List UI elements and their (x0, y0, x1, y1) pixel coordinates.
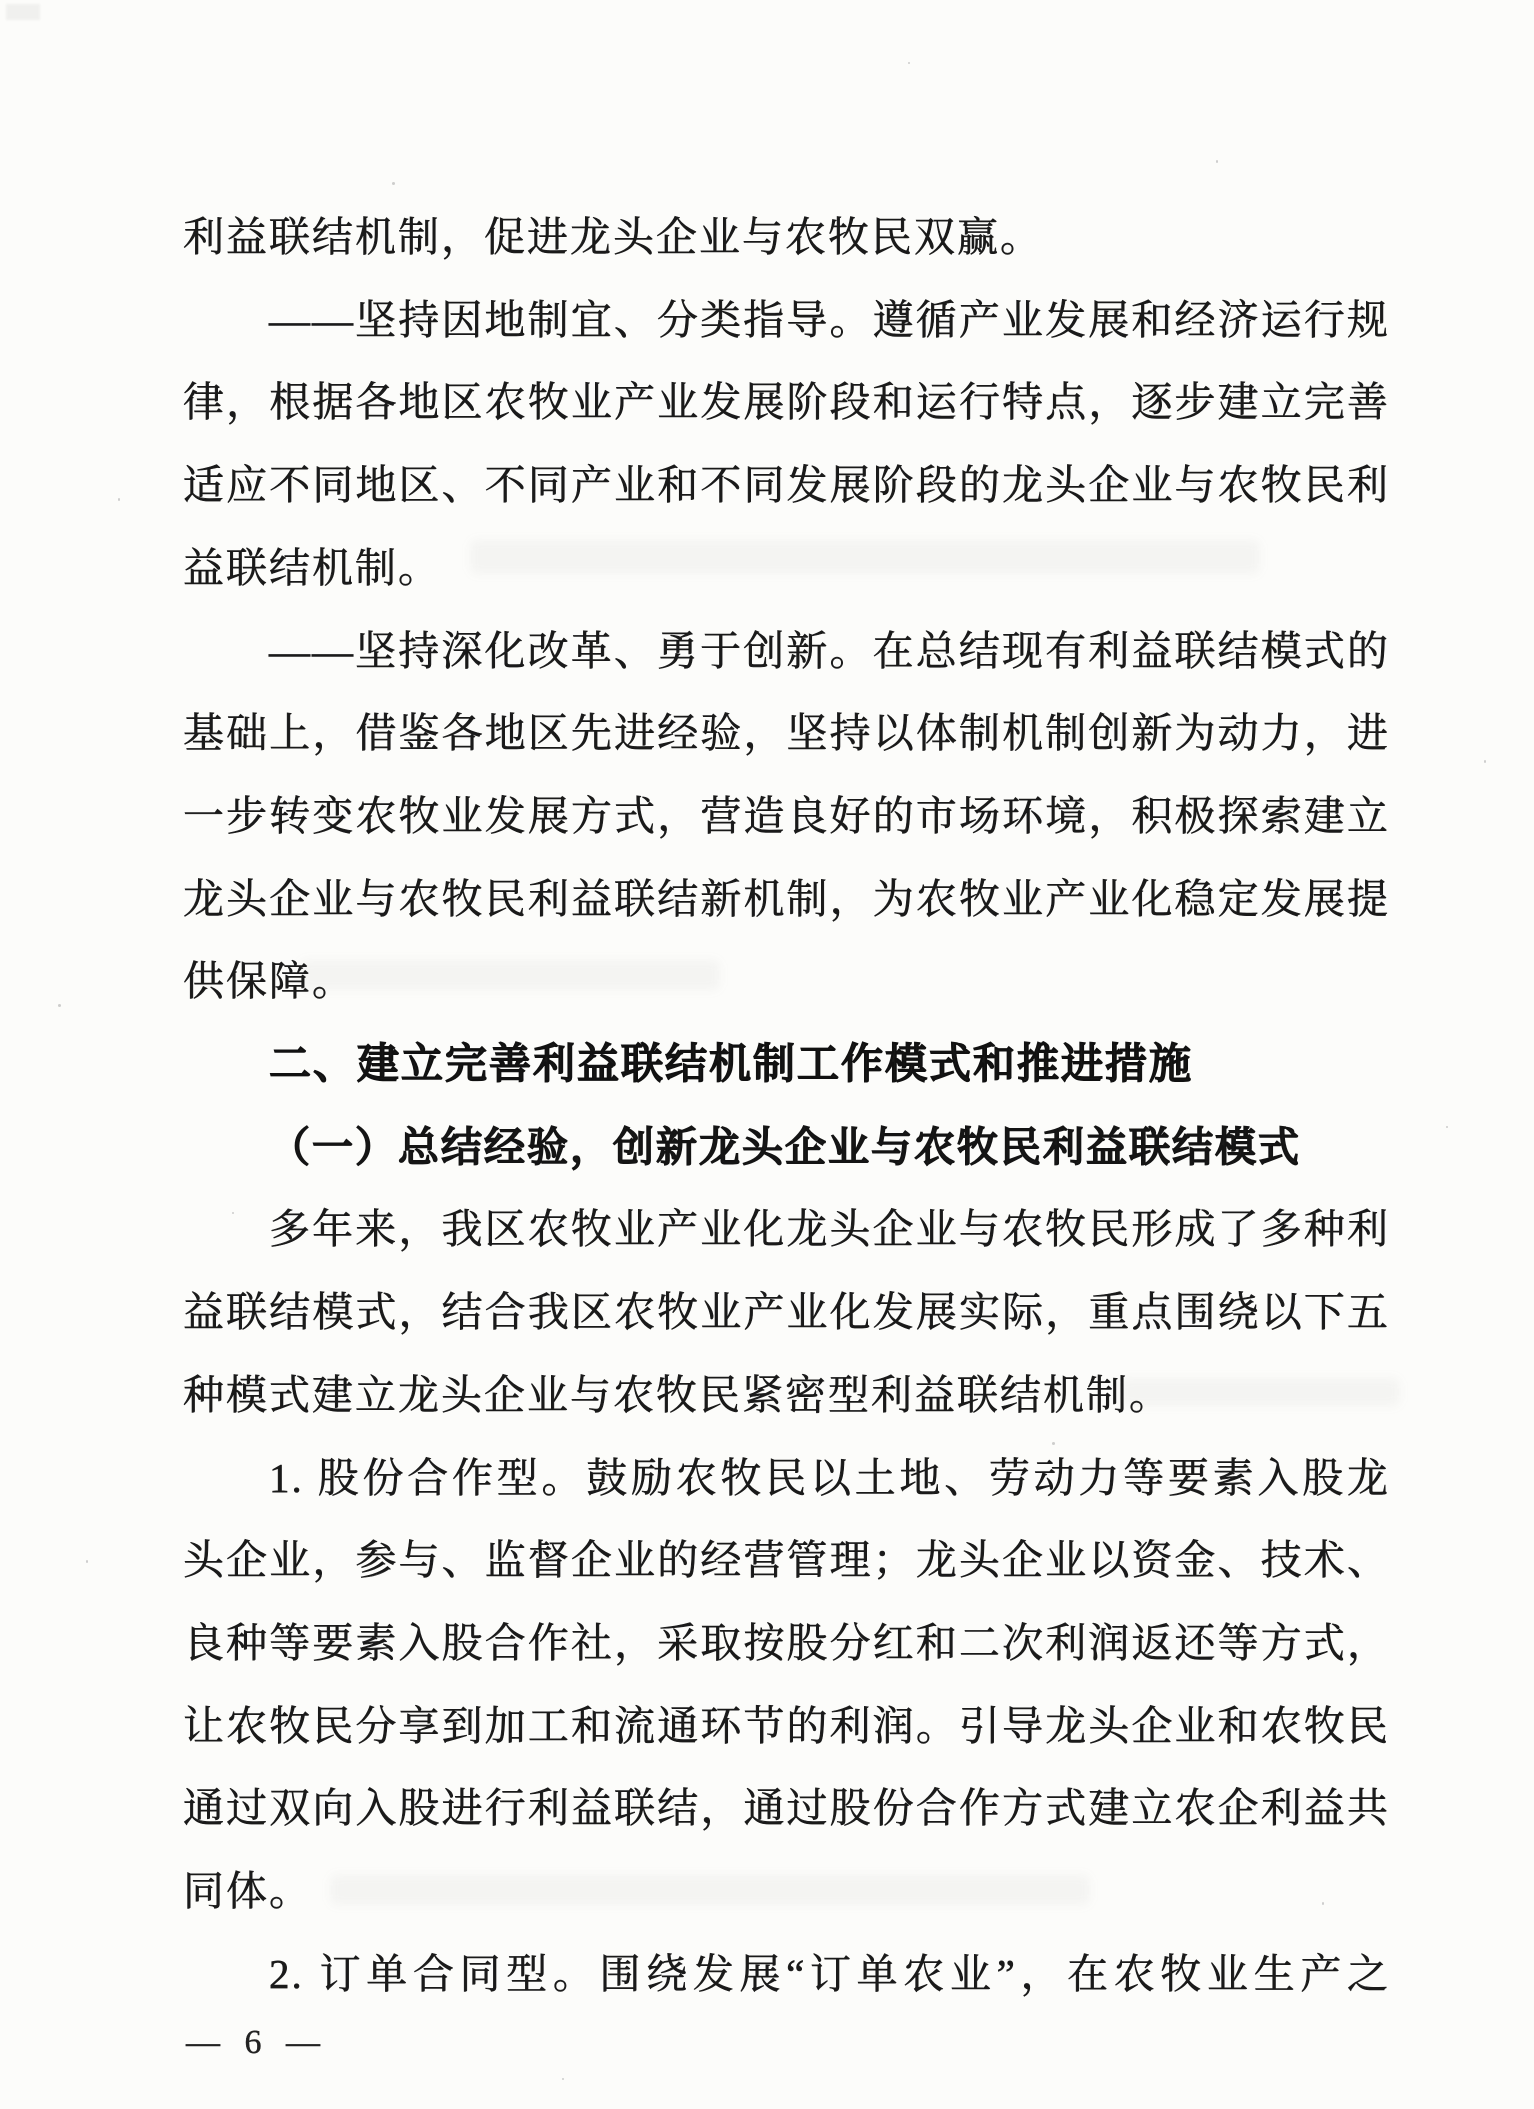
body-text-line: 龙头企业与农牧民利益联结新机制，为农牧业产业化稳定发展提 (183, 875, 1390, 922)
bleed-through-ghost (470, 540, 1260, 574)
page-number: — 6 — (186, 2024, 328, 2061)
scan-speckle (86, 1560, 88, 1563)
body-text-line: 益联结机制。 (183, 544, 441, 591)
scan-speckle (562, 2078, 564, 2080)
bleed-through-ghost (1120, 1378, 1400, 1406)
body-text-line: 同体。 (183, 1868, 312, 1915)
scan-speckle (1322, 1902, 1324, 1905)
body-text-line: 种模式建立龙头企业与农牧民紧密型利益联结机制。 (183, 1371, 1172, 1418)
scan-speckle (1484, 760, 1486, 763)
body-text-line: 通过双向入股进行利益联结，通过股份合作方式建立农企利益共 (183, 1785, 1390, 1832)
body-text-line: 一步转变农牧业发展方式，营造良好的市场环境，积极探索建立 (183, 792, 1390, 839)
scan-speckle (118, 498, 120, 501)
scan-artifact (6, 4, 40, 20)
body-text-line: 律，根据各地区农牧业产业发展阶段和运行特点，逐步建立完善 (183, 379, 1390, 426)
body-text-line: 让农牧民分享到加工和流通环节的利润。引导龙头企业和农牧民 (183, 1702, 1390, 1749)
body-text-line: 头企业，参与、监督企业的经营管理；龙头企业以资金、技术、 (183, 1537, 1390, 1584)
bleed-through-ghost (300, 960, 720, 990)
subsection-heading: （一）总结经验，创新龙头企业与农牧民利益联结模式 (269, 1123, 1301, 1170)
scan-speckle (908, 62, 910, 64)
scan-speckle (1446, 1126, 1448, 1128)
body-text-line: 多年来，我区农牧业产业化龙头企业与农牧民形成了多种利 (269, 1206, 1390, 1253)
body-text-line: 利益联结机制，促进龙头企业与农牧民双赢。 (183, 214, 1043, 260)
body-text-line: 适应不同地区、不同产业和不同发展阶段的龙头企业与农牧民利 (183, 462, 1390, 509)
scan-speckle (1052, 1442, 1055, 1445)
scan-speckle (1216, 160, 1218, 163)
scan-speckle (232, 1212, 234, 1214)
body-text-line: 益联结模式，结合我区农牧业产业化发展实际，重点围绕以下五 (183, 1289, 1390, 1336)
body-text-line: 2. 订单合同型。围绕发展“订单农业”，在农牧业生产之 (269, 1950, 1390, 1997)
body-text-line: 基础上，借鉴各地区先进经验，坚持以体制机制创新为动力，进 (183, 710, 1390, 757)
body-text-line: 供保障。 (183, 958, 355, 1005)
scan-speckle (392, 182, 395, 185)
bleed-through-ghost (330, 1875, 1090, 1905)
body-text-line: 良种等要素入股合作社，采取按股分红和二次利润返还等方式， (183, 1619, 1390, 1666)
section-heading: 二、建立完善利益联结机制工作模式和推进措施 (269, 1040, 1194, 1088)
body-text-line: ——坚持深化改革、勇于创新。在总结现有利益联结模式的 (269, 627, 1390, 674)
body-text-line: 1. 股份合作型。鼓励农牧民以土地、劳动力等要素入股龙 (269, 1454, 1390, 1501)
document-body (183, 196, 1390, 2015)
body-text-line: ——坚持因地制宜、分类指导。遵循产业发展和经济运行规 (269, 296, 1390, 343)
scan-speckle (58, 1004, 61, 1007)
